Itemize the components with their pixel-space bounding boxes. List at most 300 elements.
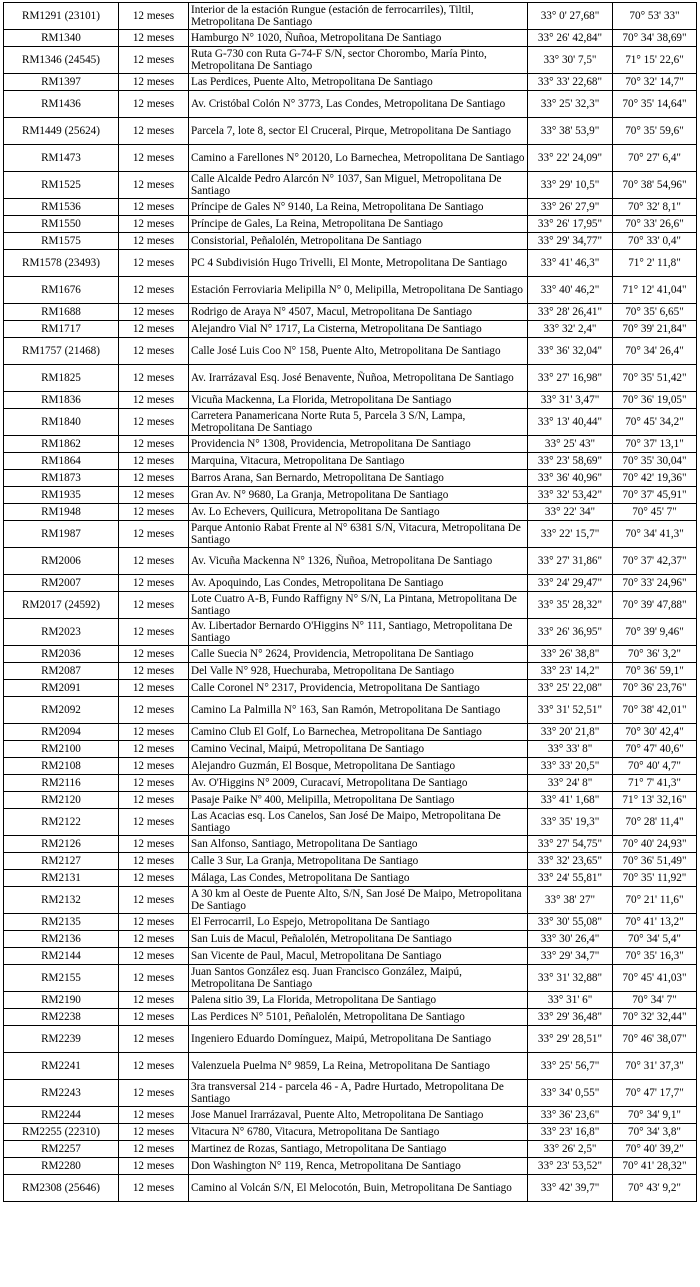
table-row xyxy=(4,487,697,504)
site-id: RM1473 xyxy=(4,145,119,172)
site-address: Las Perdices N° 5101, Peñalolén, Metropolitana De Santiago xyxy=(189,1009,528,1026)
site-id: RM1340 xyxy=(4,30,119,47)
site-period: 12 meses xyxy=(119,575,189,592)
site-latitude: 33° 27' 31,86" xyxy=(528,548,613,575)
site-period: 12 meses xyxy=(119,792,189,809)
site-latitude: 33° 13' 40,44" xyxy=(528,409,613,436)
site-longitude: 70° 36' 59,1" xyxy=(613,663,697,680)
site-latitude: 33° 24' 8" xyxy=(528,775,613,792)
site-latitude: 33° 26' 17,95" xyxy=(528,216,613,233)
site-longitude: 70° 33' 24,96" xyxy=(613,575,697,592)
table-row xyxy=(4,775,697,792)
site-latitude: 33° 0' 27,68" xyxy=(528,3,613,30)
table-row xyxy=(4,1009,697,1026)
site-period: 12 meses xyxy=(119,145,189,172)
site-id: RM1397 xyxy=(4,74,119,91)
site-period: 12 meses xyxy=(119,724,189,741)
table-row xyxy=(4,521,697,548)
table-row xyxy=(4,646,697,663)
site-longitude: 70° 38' 54,96" xyxy=(613,172,697,199)
site-latitude: 33° 22' 15,7" xyxy=(528,521,613,548)
table-row xyxy=(4,1053,697,1080)
table-row xyxy=(4,1107,697,1124)
site-latitude: 33° 32' 53,42" xyxy=(528,487,613,504)
site-address: Camino al Volcán S/N, El Melocotón, Buin, Metropolitana De Santiago xyxy=(189,1175,528,1202)
site-period: 12 meses xyxy=(119,992,189,1009)
site-period: 12 meses xyxy=(119,521,189,548)
site-longitude: 70° 41' 13,2" xyxy=(613,914,697,931)
site-period: 12 meses xyxy=(119,965,189,992)
site-latitude: 33° 31' 52,51" xyxy=(528,697,613,724)
table-row xyxy=(4,118,697,145)
site-address: Camino Vecinal, Maipú, Metropolitana De Santiago xyxy=(189,741,528,758)
site-id: RM2017 (24592) xyxy=(4,592,119,619)
site-period: 12 meses xyxy=(119,887,189,914)
sites-table-body xyxy=(4,3,697,1202)
site-period: 12 meses xyxy=(119,680,189,697)
site-period: 12 meses xyxy=(119,321,189,338)
site-longitude: 71° 7' 41,3" xyxy=(613,775,697,792)
site-period: 12 meses xyxy=(119,304,189,321)
site-address: Martinez de Rozas, Santiago, Metropolitana De Santiago xyxy=(189,1141,528,1158)
site-latitude: 33° 31' 32,88" xyxy=(528,965,613,992)
site-id: RM2091 xyxy=(4,680,119,697)
site-longitude: 70° 30' 42,4" xyxy=(613,724,697,741)
site-address: Ruta G-730 con Ruta G-74-F S/N, sector Chorombo, María Pinto, Metropolitana De Santiago xyxy=(189,47,528,74)
site-latitude: 33° 33' 22,68" xyxy=(528,74,613,91)
site-id: RM2132 xyxy=(4,887,119,914)
site-period: 12 meses xyxy=(119,853,189,870)
site-longitude: 70° 33' 26,6" xyxy=(613,216,697,233)
site-id: RM2120 xyxy=(4,792,119,809)
table-row xyxy=(4,914,697,931)
site-latitude: 33° 42' 39,7" xyxy=(528,1175,613,1202)
site-longitude: 70° 35' 14,64" xyxy=(613,91,697,118)
site-id: RM1840 xyxy=(4,409,119,436)
site-latitude: 33° 26' 27,9" xyxy=(528,199,613,216)
table-row xyxy=(4,619,697,646)
site-id: RM1436 xyxy=(4,91,119,118)
site-address: Av. Libertador Bernardo O'Higgins N° 111, Santiago, Metropolitana De Santiago xyxy=(189,619,528,646)
site-period: 12 meses xyxy=(119,697,189,724)
site-id: RM1862 xyxy=(4,436,119,453)
site-longitude: 70° 38' 42,01" xyxy=(613,697,697,724)
site-period: 12 meses xyxy=(119,775,189,792)
site-id: RM2280 xyxy=(4,1158,119,1175)
site-longitude: 70° 53' 33" xyxy=(613,3,697,30)
table-row xyxy=(4,741,697,758)
sites-table xyxy=(3,2,697,1202)
site-id: RM2087 xyxy=(4,663,119,680)
table-row xyxy=(4,1175,697,1202)
site-longitude: 70° 35' 30,04" xyxy=(613,453,697,470)
site-longitude: 70° 47' 17,7" xyxy=(613,1080,697,1107)
site-longitude: 70° 45' 41,03" xyxy=(613,965,697,992)
table-row xyxy=(4,965,697,992)
site-id: RM2136 xyxy=(4,931,119,948)
site-longitude: 70° 39' 9,46" xyxy=(613,619,697,646)
site-period: 12 meses xyxy=(119,809,189,836)
site-id: RM1578 (23493) xyxy=(4,250,119,277)
site-latitude: 33° 28' 26,41" xyxy=(528,304,613,321)
site-address: Vitacura N° 6780, Vitacura, Metropolitana De Santiago xyxy=(189,1124,528,1141)
site-period: 12 meses xyxy=(119,870,189,887)
site-longitude: 70° 34' 5,4" xyxy=(613,931,697,948)
site-address: Camino a Farellones N° 20120, Lo Barnechea, Metropolitana De Santiago xyxy=(189,145,528,172)
table-row xyxy=(4,277,697,304)
site-id: RM1346 (24545) xyxy=(4,47,119,74)
table-row xyxy=(4,697,697,724)
site-longitude: 70° 40' 4,7" xyxy=(613,758,697,775)
site-latitude: 33° 31' 3,47" xyxy=(528,392,613,409)
site-longitude: 70° 35' 59,6" xyxy=(613,118,697,145)
site-longitude: 70° 33' 0,4" xyxy=(613,233,697,250)
site-id: RM2131 xyxy=(4,870,119,887)
site-latitude: 33° 26' 36,95" xyxy=(528,619,613,646)
site-id: RM1873 xyxy=(4,470,119,487)
site-latitude: 33° 25' 22,08" xyxy=(528,680,613,697)
table-row xyxy=(4,470,697,487)
site-latitude: 33° 36' 23,6" xyxy=(528,1107,613,1124)
site-id: RM2308 (25646) xyxy=(4,1175,119,1202)
site-address: Calle José Luis Coo N° 158, Puente Alto, Metropolitana De Santiago xyxy=(189,338,528,365)
site-period: 12 meses xyxy=(119,931,189,948)
site-latitude: 33° 34' 0,55" xyxy=(528,1080,613,1107)
site-period: 12 meses xyxy=(119,1175,189,1202)
site-id: RM2239 xyxy=(4,1026,119,1053)
site-address: Príncipe de Gales, La Reina, Metropolitana De Santiago xyxy=(189,216,528,233)
site-address: Providencia N° 1308, Providencia, Metropolitana De Santiago xyxy=(189,436,528,453)
site-longitude: 70° 46' 38,07" xyxy=(613,1026,697,1053)
site-latitude: 33° 29' 28,51" xyxy=(528,1026,613,1053)
site-id: RM2100 xyxy=(4,741,119,758)
site-address: Marquina, Vitacura, Metropolitana De Santiago xyxy=(189,453,528,470)
site-id: RM2036 xyxy=(4,646,119,663)
site-address: Málaga, Las Condes, Metropolitana De Santiago xyxy=(189,870,528,887)
table-row xyxy=(4,172,697,199)
table-row xyxy=(4,948,697,965)
site-period: 12 meses xyxy=(119,47,189,74)
site-latitude: 33° 40' 46,2" xyxy=(528,277,613,304)
site-id: RM2255 (22310) xyxy=(4,1124,119,1141)
table-row xyxy=(4,792,697,809)
site-period: 12 meses xyxy=(119,741,189,758)
table-row xyxy=(4,1141,697,1158)
site-id: RM1536 xyxy=(4,199,119,216)
site-latitude: 33° 30' 7,5" xyxy=(528,47,613,74)
table-row xyxy=(4,321,697,338)
site-address: Av. Lo Echevers, Quilicura, Metropolitana De Santiago xyxy=(189,504,528,521)
table-row xyxy=(4,870,697,887)
table-row xyxy=(4,47,697,74)
table-row xyxy=(4,216,697,233)
table-row xyxy=(4,1080,697,1107)
site-longitude: 70° 34' 38,69" xyxy=(613,30,697,47)
table-row xyxy=(4,91,697,118)
table-row xyxy=(4,592,697,619)
site-latitude: 33° 30' 55,08" xyxy=(528,914,613,931)
site-longitude: 70° 35' 51,42" xyxy=(613,365,697,392)
site-latitude: 33° 23' 14,2" xyxy=(528,663,613,680)
site-address: Calle Coronel N° 2317, Providencia, Metropolitana De Santiago xyxy=(189,680,528,697)
site-address: Valenzuela Puelma N° 9859, La Reina, Metropolitana De Santiago xyxy=(189,1053,528,1080)
site-id: RM2116 xyxy=(4,775,119,792)
site-period: 12 meses xyxy=(119,592,189,619)
site-period: 12 meses xyxy=(119,1107,189,1124)
site-latitude: 33° 33' 20,5" xyxy=(528,758,613,775)
site-longitude: 70° 27' 6,4" xyxy=(613,145,697,172)
site-period: 12 meses xyxy=(119,1053,189,1080)
site-period: 12 meses xyxy=(119,172,189,199)
site-latitude: 33° 41' 46,3" xyxy=(528,250,613,277)
site-latitude: 33° 27' 54,75" xyxy=(528,836,613,853)
table-row xyxy=(4,1026,697,1053)
site-longitude: 70° 37' 42,37" xyxy=(613,548,697,575)
site-id: RM2135 xyxy=(4,914,119,931)
site-id: RM1864 xyxy=(4,453,119,470)
site-address: Pasaje Paike Nº 400, Melipilla, Metropolitana De Santiago xyxy=(189,792,528,809)
site-id: RM2243 xyxy=(4,1080,119,1107)
site-longitude: 70° 47' 40,6" xyxy=(613,741,697,758)
site-latitude: 33° 25' 56,7" xyxy=(528,1053,613,1080)
site-address: Calle Suecia N° 2624, Providencia, Metropolitana De Santiago xyxy=(189,646,528,663)
site-id: RM1575 xyxy=(4,233,119,250)
site-latitude: 33° 32' 2,4" xyxy=(528,321,613,338)
site-id: RM2007 xyxy=(4,575,119,592)
site-address: Barros Arana, San Bernardo, Metropolitana De Santiago xyxy=(189,470,528,487)
site-id: RM2006 xyxy=(4,548,119,575)
site-period: 12 meses xyxy=(119,338,189,365)
site-address: Del Valle N° 928, Huechuraba, Metropolitana De Santiago xyxy=(189,663,528,680)
site-address: 3ra transversal 214 - parcela 46 - A, Padre Hurtado, Metropolitana De Santiago xyxy=(189,1080,528,1107)
site-address: Calle Alcalde Pedro Alarcón N° 1037, San Miguel, Metropolitana De Santiago xyxy=(189,172,528,199)
site-longitude: 70° 37' 45,91" xyxy=(613,487,697,504)
table-row xyxy=(4,199,697,216)
site-address: San Vicente de Paul, Macul, Metropolitana De Santiago xyxy=(189,948,528,965)
table-row xyxy=(4,836,697,853)
site-address: Las Perdices, Puente Alto, Metropolitana De Santiago xyxy=(189,74,528,91)
site-period: 12 meses xyxy=(119,233,189,250)
site-id: RM2126 xyxy=(4,836,119,853)
site-id: RM2122 xyxy=(4,809,119,836)
site-id: RM2190 xyxy=(4,992,119,1009)
site-latitude: 33° 36' 40,96" xyxy=(528,470,613,487)
site-id: RM2094 xyxy=(4,724,119,741)
site-longitude: 70° 34' 7" xyxy=(613,992,697,1009)
site-id: RM1825 xyxy=(4,365,119,392)
site-longitude: 70° 21' 11,6" xyxy=(613,887,697,914)
site-address: Hamburgo N° 1020, Ñuñoa, Metropolitana De Santiago xyxy=(189,30,528,47)
site-longitude: 70° 42' 19,36" xyxy=(613,470,697,487)
site-longitude: 70° 36' 23,76" xyxy=(613,680,697,697)
site-longitude: 70° 39' 47,88" xyxy=(613,592,697,619)
site-id: RM1291 (23101) xyxy=(4,3,119,30)
site-period: 12 meses xyxy=(119,914,189,931)
site-id: RM1688 xyxy=(4,304,119,321)
site-period: 12 meses xyxy=(119,1158,189,1175)
site-latitude: 33° 20' 21,8" xyxy=(528,724,613,741)
table-row xyxy=(4,392,697,409)
table-row xyxy=(4,338,697,365)
site-period: 12 meses xyxy=(119,1080,189,1107)
site-period: 12 meses xyxy=(119,436,189,453)
site-address: Las Acacias esq. Los Canelos, San José De Maipo, Metropolitana De Santiago xyxy=(189,809,528,836)
site-address: San Luis de Macul, Peñalolén, Metropolitana De Santiago xyxy=(189,931,528,948)
site-address: Palena sitio 39, La Florida, Metropolitana De Santiago xyxy=(189,992,528,1009)
site-address: Av. Apoquindo, Las Condes, Metropolitana De Santiago xyxy=(189,575,528,592)
site-address: Camino La Palmilla N° 163, San Ramón, Metropolitana De Santiago xyxy=(189,697,528,724)
site-latitude: 33° 22' 24,09" xyxy=(528,145,613,172)
site-period: 12 meses xyxy=(119,365,189,392)
site-longitude: 70° 32' 32,44" xyxy=(613,1009,697,1026)
table-row xyxy=(4,853,697,870)
site-longitude: 70° 35' 6,65" xyxy=(613,304,697,321)
table-row xyxy=(4,680,697,697)
site-address: Rodrigo de Araya N° 4507, Macul, Metropolitana De Santiago xyxy=(189,304,528,321)
site-address: Alejandro Guzmán, El Bosque, Metropolitana De Santiago xyxy=(189,758,528,775)
site-latitude: 33° 24' 29,47" xyxy=(528,575,613,592)
site-address: Carretera Panamericana Norte Ruta 5, Parcela 3 S/N, Lampa, Metropolitana De Santiago xyxy=(189,409,528,436)
site-period: 12 meses xyxy=(119,487,189,504)
site-id: RM2257 xyxy=(4,1141,119,1158)
site-id: RM2244 xyxy=(4,1107,119,1124)
site-id: RM1948 xyxy=(4,504,119,521)
site-period: 12 meses xyxy=(119,199,189,216)
site-id: RM1836 xyxy=(4,392,119,409)
site-id: RM1525 xyxy=(4,172,119,199)
table-row xyxy=(4,575,697,592)
site-period: 12 meses xyxy=(119,1124,189,1141)
site-address: Lote Cuatro A-B, Fundo Raffigny N° S/N, La Pintana, Metropolitana De Santiago xyxy=(189,592,528,619)
site-latitude: 33° 30' 26,4" xyxy=(528,931,613,948)
site-longitude: 70° 36' 51,49" xyxy=(613,853,697,870)
site-id: RM1987 xyxy=(4,521,119,548)
site-latitude: 33° 38' 27" xyxy=(528,887,613,914)
table-row xyxy=(4,758,697,775)
table-row xyxy=(4,992,697,1009)
table-row xyxy=(4,548,697,575)
site-latitude: 33° 32' 23,65" xyxy=(528,853,613,870)
table-row xyxy=(4,409,697,436)
site-period: 12 meses xyxy=(119,1141,189,1158)
site-latitude: 33° 29' 34,7" xyxy=(528,948,613,965)
site-latitude: 33° 41' 1,68" xyxy=(528,792,613,809)
site-longitude: 70° 39' 21,84" xyxy=(613,321,697,338)
site-id: RM1935 xyxy=(4,487,119,504)
table-row xyxy=(4,74,697,91)
site-address: Estación Ferroviaria Melipilla N° 0, Melipilla, Metropolitana De Santiago xyxy=(189,277,528,304)
site-period: 12 meses xyxy=(119,619,189,646)
table-row xyxy=(4,304,697,321)
site-latitude: 33° 23' 53,52" xyxy=(528,1158,613,1175)
site-latitude: 33° 25' 43" xyxy=(528,436,613,453)
site-address: Av. Cristóbal Colón N° 3773, Las Condes, Metropolitana De Santiago xyxy=(189,91,528,118)
site-longitude: 70° 35' 11,92" xyxy=(613,870,697,887)
site-id: RM2108 xyxy=(4,758,119,775)
site-longitude: 70° 45' 7" xyxy=(613,504,697,521)
site-longitude: 70° 32' 8,1" xyxy=(613,199,697,216)
site-latitude: 33° 38' 53,9" xyxy=(528,118,613,145)
site-latitude: 33° 29' 10,5" xyxy=(528,172,613,199)
site-longitude: 70° 28' 11,4" xyxy=(613,809,697,836)
site-address: Interior de la estación Rungue (estación de ferrocarriles), Tiltil, Metropolitana De Santiago xyxy=(189,3,528,30)
table-row xyxy=(4,365,697,392)
site-longitude: 70° 45' 34,2" xyxy=(613,409,697,436)
table-row xyxy=(4,1124,697,1141)
site-longitude: 70° 36' 19,05" xyxy=(613,392,697,409)
site-latitude: 33° 27' 16,98" xyxy=(528,365,613,392)
site-address: Don Washington N° 119, Renca, Metropolitana De Santiago xyxy=(189,1158,528,1175)
site-longitude: 70° 41' 28,32" xyxy=(613,1158,697,1175)
site-latitude: 33° 31' 6" xyxy=(528,992,613,1009)
site-address: Príncipe de Gales N° 9140, La Reina, Metropolitana De Santiago xyxy=(189,199,528,216)
table-row xyxy=(4,809,697,836)
table-row xyxy=(4,453,697,470)
site-period: 12 meses xyxy=(119,74,189,91)
site-longitude: 70° 40' 39,2" xyxy=(613,1141,697,1158)
site-period: 12 meses xyxy=(119,1026,189,1053)
site-period: 12 meses xyxy=(119,392,189,409)
table-row xyxy=(4,250,697,277)
site-address: Vicuña Mackenna, La Florida, Metropolitana De Santiago xyxy=(189,392,528,409)
site-latitude: 33° 29' 34,77" xyxy=(528,233,613,250)
site-address: PC 4 Subdivisión Hugo Trivelli, El Monte, Metropolitana De Santiago xyxy=(189,250,528,277)
site-longitude: 70° 32' 14,7" xyxy=(613,74,697,91)
table-row xyxy=(4,233,697,250)
site-latitude: 33° 22' 34" xyxy=(528,504,613,521)
site-address: Gran Av. N° 9680, La Granja, Metropolitana De Santiago xyxy=(189,487,528,504)
site-period: 12 meses xyxy=(119,409,189,436)
table-row xyxy=(4,724,697,741)
site-period: 12 meses xyxy=(119,277,189,304)
site-address: Juan Santos González esq. Juan Francisco González, Maipú, Metropolitana De Santiago xyxy=(189,965,528,992)
site-address: El Ferrocarril, Lo Espejo, Metropolitana De Santiago xyxy=(189,914,528,931)
table-row xyxy=(4,436,697,453)
site-period: 12 meses xyxy=(119,548,189,575)
site-latitude: 33° 35' 19,3" xyxy=(528,809,613,836)
site-id: RM1449 (25624) xyxy=(4,118,119,145)
site-longitude: 71° 2' 11,8" xyxy=(613,250,697,277)
table-row xyxy=(4,931,697,948)
site-id: RM1676 xyxy=(4,277,119,304)
table-row xyxy=(4,504,697,521)
site-id: RM2238 xyxy=(4,1009,119,1026)
table-row xyxy=(4,1158,697,1175)
site-address: A 30 km al Oeste de Puente Alto, S/N, San José De Maipo, Metropolitana De Santiago xyxy=(189,887,528,914)
table-row xyxy=(4,887,697,914)
site-longitude: 70° 34' 41,3" xyxy=(613,521,697,548)
site-longitude: 70° 34' 3,8" xyxy=(613,1124,697,1141)
site-longitude: 71° 12' 41,04" xyxy=(613,277,697,304)
site-address: Jose Manuel Irarrázaval, Puente Alto, Metropolitana De Santiago xyxy=(189,1107,528,1124)
site-longitude: 70° 34' 26,4" xyxy=(613,338,697,365)
site-id: RM2127 xyxy=(4,853,119,870)
site-id: RM2144 xyxy=(4,948,119,965)
site-period: 12 meses xyxy=(119,948,189,965)
site-address: Parcela 7, lote 8, sector El Cruceral, Pirque, Metropolitana De Santiago xyxy=(189,118,528,145)
site-period: 12 meses xyxy=(119,453,189,470)
site-id: RM1717 xyxy=(4,321,119,338)
site-address: Alejandro Vial N° 1717, La Cisterna, Metropolitana De Santiago xyxy=(189,321,528,338)
site-period: 12 meses xyxy=(119,91,189,118)
site-period: 12 meses xyxy=(119,250,189,277)
site-address: Consistorial, Peñalolén, Metropolitana De Santiago xyxy=(189,233,528,250)
site-latitude: 33° 26' 38,8" xyxy=(528,646,613,663)
site-period: 12 meses xyxy=(119,663,189,680)
site-latitude: 33° 23' 58,69" xyxy=(528,453,613,470)
site-address: Av. O'Higgins N° 2009, Curacaví, Metropolitana De Santiago xyxy=(189,775,528,792)
site-latitude: 33° 26' 42,84" xyxy=(528,30,613,47)
